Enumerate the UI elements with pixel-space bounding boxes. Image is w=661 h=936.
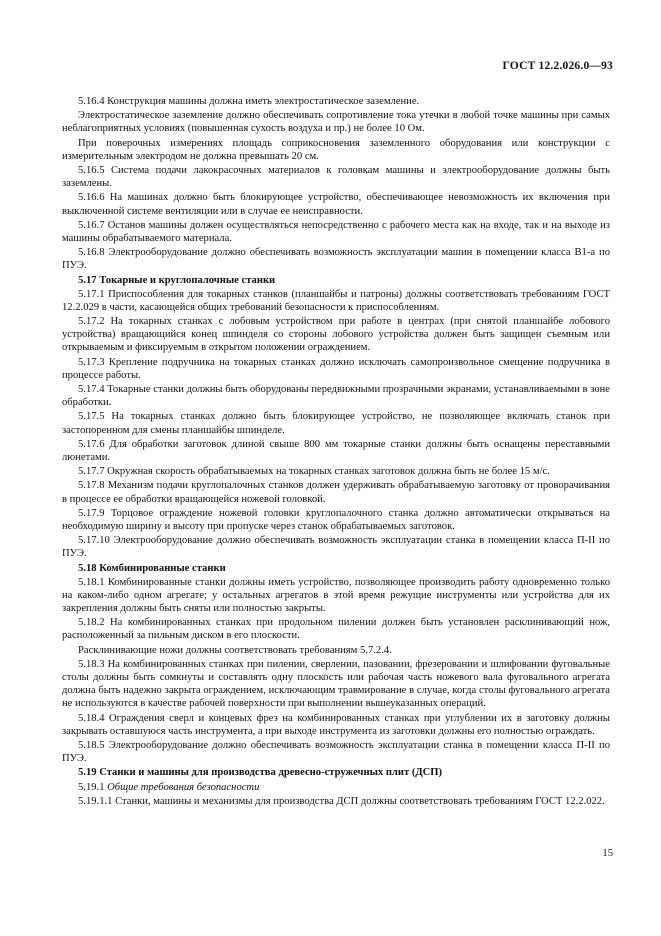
section-heading: 5.18 Комбинированные станки: [78, 562, 226, 574]
document-code-header: ГОСТ 12.2.026.0—93: [502, 60, 613, 72]
paragraph: 5.17.10 Электрооборудование должно обеспечивать возможность эксплуатации станка в помещении класса П-II по ПУЭ.: [62, 535, 610, 560]
paragraph: 5.17.7 Окружная скорость обрабатываемых на токарных станках заготовок должна быть не более 15 м/с.: [78, 466, 550, 478]
paragraph: 5.17.2 На токарных станках с лобовым устройством при работе в центрах (при снятой планшайбе лобового устройства) вращающийся конец шпинделя со стороны лобового устройства должен быть защищен съемным или открываемым и фиксируемым в открытом положении ограждением.: [62, 316, 610, 354]
page-number: 15: [602, 848, 613, 859]
paragraph: 5.16.4 Конструкция машины должна иметь электростатическое заземление.: [78, 96, 420, 107]
paragraph: 5.16.7 Останов машины должен осуществляться непосредственно с рабочего места как на входе, так и на выходе из машины обрабатываемого материала.: [62, 219, 610, 244]
paragraph: 5.17.6 Для обработки заготовок длиной свыше 800 мм токарные станки должны быть оснащены переставными люнетами.: [62, 438, 610, 463]
paragraph: 5.16.6 На машинах должно быть блокирующее устройство, обеспечивающее невозможность их включения при выключенной системе вентиляции или в случае ее неисправности.: [62, 192, 610, 217]
paragraph: 5.17.3 Крепление подручника на токарных станках должно исключать самопроизвольное смещение подручника в процессе работы.: [62, 356, 610, 381]
paragraph: 5.17.9 Торцовое ограждение ножевой головки круглопалочного станка должно автоматически открываться на необходимую ширину и высоту при пропуске через станок обрабатываемых заготовок.: [62, 507, 610, 532]
section-heading: 5.17 Токарные и круглопалочные станки: [78, 274, 276, 286]
paragraph: 5.18.1 Комбинированные станки должны иметь устройство, позволяющее производить работу одновременно только на каком-либо одном агрегате; у остальных агрегатов в этой время режущие инструменты или устройства для их закрепления должны быть сняты или полностью закрыты.: [62, 576, 610, 615]
section-heading: 5.19 Станки и машины для производства древесно-стружечных плит (ДСП): [78, 767, 443, 779]
paragraph: Расклинивающие ножи должны соответствовать требованиям 5.7.2.4.: [78, 644, 392, 656]
paragraph: 5.18.4 Ограждения сверл и концевых фрез на комбинированных станках при углублении их в заготовку должны закрывать оставшуюся часть инструмента, а при выходе инструмента из заготовки должны его полностью ограждать.: [62, 712, 610, 737]
document-body: [62, 95, 610, 809]
subsection-heading: [62, 781, 610, 794]
paragraph: 5.17.1 Приспособления для токарных станков (планшайбы и патроны) должны соответствовать требованиям ГОСТ 12.2.029 в части, касающейся общих требований безопасности к приспособлениям.: [62, 288, 610, 313]
paragraph: 5.17.5 На токарных станках должно быть блокирующее устройство, не позволяющее включать станок при застопоренном для смены планшайбы шпинделе.: [62, 411, 610, 436]
paragraph: 5.19.1.1 Станки, машины и механизмы для производства ДСП должны соответствовать требованиям ГОСТ 12.2.022.: [78, 795, 605, 807]
paragraph: 5.16.5 Система подачи лакокрасочных материалов к головкам машины и электрооборудование должны быть заземлены.: [62, 165, 610, 190]
paragraph: 5.18.5 Электрооборудование должно обеспечивать возможность эксплуатации станка в помещении класса П-II по ПУЭ.: [62, 739, 610, 764]
paragraph: 5.17.8 Механизм подачи круглопалочных станков должен удерживать обрабатываемую заготовку от проворачивания в процессе ее обработки вращающейся ножевой головкой.: [62, 480, 610, 505]
paragraph: 5.17.4 Токарные станки должны быть оборудованы передвижными прозрачными экранами, устанавливаемыми в зоне обработки.: [62, 384, 610, 409]
paragraph: 5.18.2 На комбинированных станках при продольном пилении должен быть установлен расклинивающий нож, расположенный за пильным диском в его плоскости.: [62, 617, 610, 642]
subsection-title: Общие требования безопасности: [107, 781, 260, 793]
paragraph: Электростатическое заземление должно обеспечивать сопротивление тока утечки в любой точке машины при самых неблагоприятных условиях (повышенная сухость воздуха и пр.) не более 10 Ом.: [62, 110, 610, 135]
subsection-number: 5.19.1: [78, 781, 108, 793]
paragraph: 5.16.8 Электрооборудование должно обеспечивать возможность эксплуатации машин в помещении класса В1-а по ПУЭ.: [62, 247, 610, 272]
paragraph: При поверочных измерениях площадь соприкосновения заземленного оборудования или конструкции с измерительным электродом не должна превышать 20 см.: [62, 137, 610, 162]
paragraph: 5.18.3 На комбинированных станках при пилении, сверлении, пазовании, фрезеровании и шлифовании фуговальные столы должны быть сомкнуты и составлять одну плоскость или рабочая часть ножевого вала фуговального агрегата должна быть надежно закрыта ограждением, исключающим травмирование в случае, когда столы фуговального агрегата не используются в качестве рабочей поверхности при выполнении вышеуказанных операций.: [62, 658, 610, 710]
